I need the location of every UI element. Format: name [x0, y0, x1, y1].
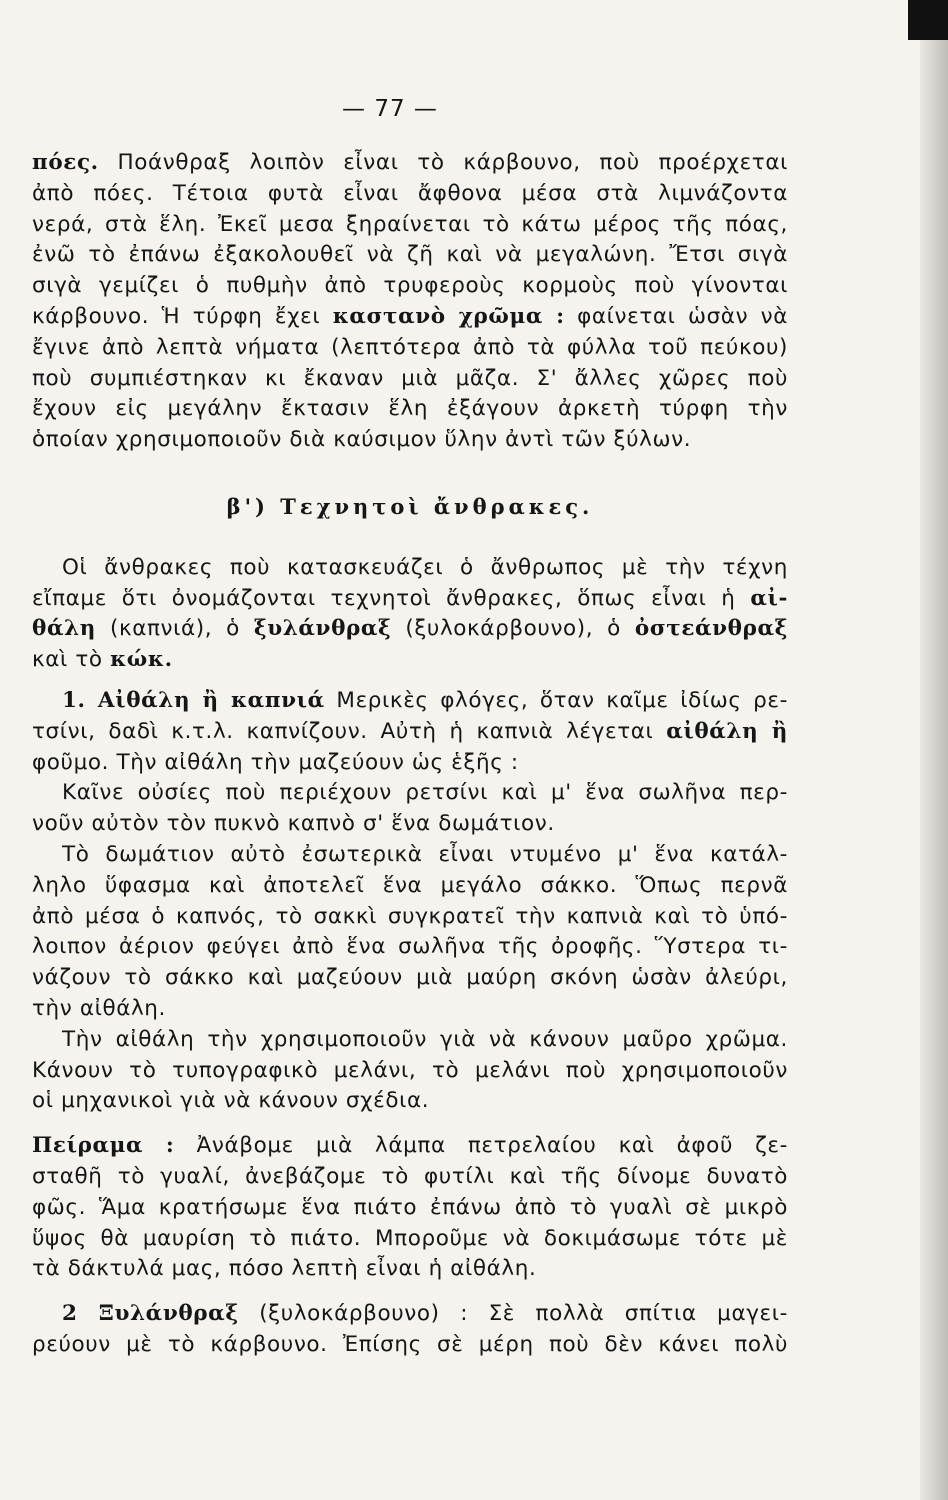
text-line: λοιπον ἀέριον φεύγει ἀπὸ ἕνα σωλῆνα τῆς ὀροφῆς. Ὕστερα τι-: [32, 934, 788, 960]
section-heading: β') Τεχνητοὶ ἄνθρακες.: [226, 493, 594, 519]
text-line: σιγὰ γεμίζει ὁ πυθμὴν ἀπὸ τρυφεροὺς κορμοὺς ποὺ γίνονται: [32, 273, 788, 299]
text-line: σταθῆ τὸ γυαλί, ἀνεβάζομε τὸ φυτίλι καὶ τῆς δίνομε δυνατὸ: [32, 1163, 788, 1189]
text-line: Οἱ ἄνθρακες ποὺ κατασκευάζει ὁ ἄνθρωπος μὲ τὴν τέχνη: [62, 554, 788, 580]
text-line: Κάνουν τὸ τυπογραφικὸ μελάνι, τὸ μελάνι ποὺ χρησιμοποιοῦν: [32, 1057, 788, 1083]
subsection-title-line: 1. Αἰθάλη ἢ καπνιά Μερικὲς φλόγες, ὅταν καῖμε ἰδίως ρε-: [62, 687, 788, 713]
text-line: τσίνι, δαδὶ κ.τ.λ. καπνίζουν. Αὐτὴ ἡ καπνιὰ λέγεται αἰθάλη ἢ: [32, 718, 788, 744]
text-line: ἀπὸ μέσα ὁ καπνός, τὸ σακκὶ συγκρατεῖ τὴν καπνιὰ καὶ τὸ ὑπό-: [32, 903, 788, 929]
text-line: ὕψος θὰ μαυρίση τὸ πιάτο. Μποροῦμε νὰ δοκιμάσωμε τότε μὲ: [32, 1225, 788, 1251]
text-line: ἔγινε ἀπὸ λεπτὰ νήματα (λεπτότερα ἀπὸ τὰ φύλλα τοῦ πεύκου): [32, 334, 788, 360]
scan-corner: [908, 0, 948, 40]
text-line: ἔχουν εἰς μεγάλην ἔκτασιν ἕλη ἐξάγουν ἀρκετὴ τύρφη τὴν: [32, 396, 788, 422]
text-line: ἐνῶ τὸ ἐπάνω ἐξακολουθεῖ νὰ ζῆ καὶ νὰ μεγαλώνη. Ἔτσι σιγὰ: [32, 242, 788, 268]
text-line: οἱ μηχανικοὶ γιὰ νὰ κάνουν σχέδια.: [32, 1088, 430, 1114]
text-line: Τὴν αἰθάλη τὴν χρησιμοποιοῦν γιὰ νὰ κάνουν μαῦρο χρῶμα.: [62, 1026, 788, 1052]
text-line: ρεύουν μὲ τὸ κάρβουνο. Ἐπίσης σὲ μέρη ποὺ δὲν κάνει πολὺ: [32, 1331, 788, 1357]
text-line: νοῦν αὐτὸν τὸν πυκνὸ καπνὸ σ' ἕνα δωμάτιον.: [32, 811, 555, 837]
page-body: [32, 148, 788, 1361]
text-line: πόες. Ποάνθραξ λοιπὸν εἶναι τὸ κάρβουνο, ποὺ προέρχεται: [32, 150, 788, 175]
text-line: ποὺ συμπιέστηκαν κι ἔκαναν μιὰ μᾶζα. Σ' ἄλλες χῶρες ποὺ: [32, 365, 788, 391]
text-line: νερά, στὰ ἕλη. Ἐκεῖ μεσα ξηραίνεται τὸ κάτω μέρος τῆς πόας,: [32, 211, 788, 237]
subsection-title-line: 2 Ξυλάνθραξ (ξυλοκάρβουνο) : Σὲ πολλὰ σπίτια μαγει-: [62, 1301, 788, 1327]
experiment-title-line: Πείραμα : Ἀνάβομε μιὰ λάμπα πετρελαίου καὶ ἀφοῦ ζε-: [32, 1133, 788, 1159]
text-line: νάζουν τὸ σάκκο καὶ μαζεύουν μιὰ μαύρη σκόνη ὡσὰν ἀλεύρι,: [32, 965, 788, 991]
text-line: Καῖνε οὐσίες ποὺ περιέχουν ρετσίνι καὶ μ' ἕνα σωλῆνα περ-: [62, 780, 788, 806]
text-line: ἀπὸ πόες. Τέτοια φυτὰ εἶναι ἄφθονα μέσα στὰ λιμνάζοντα: [32, 180, 788, 206]
text-line: τὰ δάκτυλά μας, πόσο λεπτὴ εἶναι ἡ αἰθάλη.: [32, 1256, 537, 1282]
text-line: ὁποίαν χρησιμοποιοῦν διὰ καύσιμον ὕλην ἀντὶ τῶν ξύλων.: [32, 427, 692, 453]
page-number: — 77 —: [342, 96, 438, 122]
text-line: Τὸ δωμάτιον αὐτὸ ἐσωτερικὰ εἶναι ντυμένο μ' ἕνα κατάλ-: [62, 841, 788, 867]
text-line: κάρβουνο. Ἡ τύρφη ἔχει καστανὸ χρῶμα : φαίνεται ὡσὰν νὰ: [32, 303, 788, 329]
text-line: φῶς. Ἅμα κρατήσωμε ἕνα πιάτο ἐπάνω ἀπὸ τὸ γυαλὶ σὲ μικρὸ: [32, 1194, 788, 1220]
text-line: καὶ τὸ κώκ.: [32, 647, 173, 673]
text-line: τὴν αἰθάλη.: [32, 995, 166, 1021]
text-line: ληλο ὕφασμα καὶ ἀποτελεῖ ἕνα μεγάλο σάκκο. Ὅπως περνᾶ: [32, 872, 788, 898]
text-line: φοῦμο. Τὴν αἰθάλη τὴν μαζεύουν ὡς ἑξῆς :: [32, 749, 519, 775]
page-edge: [920, 0, 948, 1500]
text-line: εἴπαμε ὅτι ὀνομάζονται τεχνητοὶ ἄνθρακες, ὅπως εἶναι ἡ αἰ-: [32, 585, 788, 611]
text-line: θάλη (καπνιά), ὁ ξυλάνθραξ (ξυλοκάρβουνο), ὁ ὀστεάνθραξ: [32, 616, 788, 642]
